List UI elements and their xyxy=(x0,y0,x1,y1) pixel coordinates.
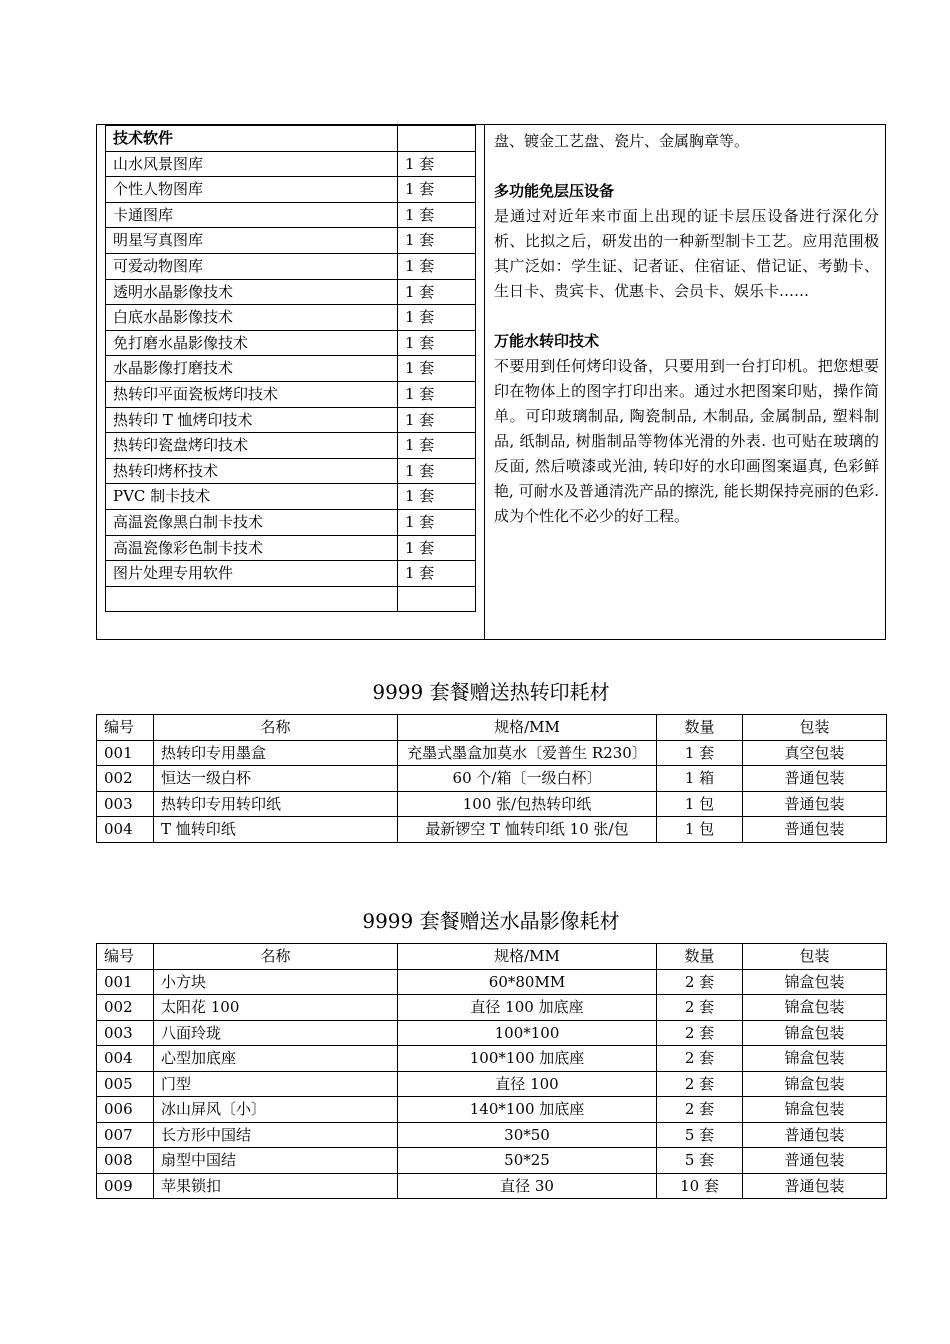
software-row xyxy=(106,330,476,356)
software-qty: 1 套 xyxy=(398,151,476,177)
col-header-qty: 数量 xyxy=(657,944,743,970)
software-table-header xyxy=(106,126,476,152)
item-spec: 100*100 xyxy=(398,1020,657,1046)
item-pack: 普通包装 xyxy=(743,1148,887,1174)
software-name: 热转印瓷盘烤印技术 xyxy=(106,433,398,459)
thermal-consumables-table xyxy=(96,714,887,843)
item-qty: 2 套 xyxy=(657,969,743,995)
item-qty: 5 套 xyxy=(657,1122,743,1148)
item-name: 门型 xyxy=(154,1071,398,1097)
software-qty: 1 套 xyxy=(398,228,476,254)
intro-line: 盘、镀金工艺盘、瓷片、金属胸章等。 xyxy=(494,132,750,150)
col-header-qty: 数量 xyxy=(657,715,743,741)
item-pack: 普通包装 xyxy=(743,791,887,817)
col-header-pack: 包装 xyxy=(743,944,887,970)
item-no: 001 xyxy=(97,969,154,995)
software-row xyxy=(106,407,476,433)
item-no: 004 xyxy=(97,817,154,843)
software-name: 图片处理专用软件 xyxy=(106,561,398,587)
software-qty-empty xyxy=(398,586,476,612)
item-no: 003 xyxy=(97,791,154,817)
item-qty: 2 套 xyxy=(657,995,743,1021)
item-name: 苹果锁扣 xyxy=(154,1173,398,1199)
software-row xyxy=(106,305,476,331)
software-name: 个性人物图库 xyxy=(106,177,398,203)
software-row xyxy=(106,151,476,177)
software-row xyxy=(106,433,476,459)
software-name: 山水风景图库 xyxy=(106,151,398,177)
item-name: 长方形中国结 xyxy=(154,1122,398,1148)
item-qty: 2 套 xyxy=(657,1020,743,1046)
item-spec: 30*50 xyxy=(398,1122,657,1148)
software-qty: 1 套 xyxy=(398,535,476,561)
item-name: 心型加底座 xyxy=(154,1046,398,1072)
item-spec: 60 个/箱〔一级白杯〕 xyxy=(398,766,657,792)
thermal-section-title: 9999 套餐赠送热转印耗材 xyxy=(372,680,610,704)
software-name: 可爱动物图库 xyxy=(106,253,398,279)
item-qty: 1 套 xyxy=(657,740,743,766)
table-row xyxy=(97,969,887,995)
software-name: 高温瓷像彩色制卡技术 xyxy=(106,535,398,561)
software-qty: 1 套 xyxy=(398,279,476,305)
item-no: 004 xyxy=(97,1046,154,1072)
item-name: 恒达一级白杯 xyxy=(154,766,398,792)
table-row xyxy=(97,817,887,843)
software-name: PVC 制卡技术 xyxy=(106,484,398,510)
item-name: 冰山屏风〔小〕 xyxy=(154,1097,398,1123)
item-name: 小方块 xyxy=(154,969,398,995)
item-pack: 锦盒包装 xyxy=(743,1046,887,1072)
item-spec: 50*25 xyxy=(398,1148,657,1174)
table-row xyxy=(97,995,887,1021)
table-row xyxy=(97,1173,887,1199)
item-pack: 普通包装 xyxy=(743,766,887,792)
item-pack: 锦盒包装 xyxy=(743,969,887,995)
table-row xyxy=(97,1046,887,1072)
col-header-name: 名称 xyxy=(154,715,398,741)
item-pack: 普通包装 xyxy=(743,1173,887,1199)
item-qty: 1 箱 xyxy=(657,766,743,792)
section-heading-water-transfer: 万能水转印技术 xyxy=(494,332,600,350)
item-no: 007 xyxy=(97,1122,154,1148)
software-name-empty xyxy=(106,586,398,612)
software-qty: 1 套 xyxy=(398,202,476,228)
col-header-name: 名称 xyxy=(154,944,398,970)
software-name: 高温瓷像黑白制卡技术 xyxy=(106,509,398,535)
crystal-table-header xyxy=(97,944,887,970)
item-pack: 真空包装 xyxy=(743,740,887,766)
item-spec: 100 张/包热转印纸 xyxy=(398,791,657,817)
item-qty: 2 套 xyxy=(657,1071,743,1097)
item-name: 八面玲珑 xyxy=(154,1020,398,1046)
software-qty: 1 套 xyxy=(398,356,476,382)
table-row xyxy=(97,1020,887,1046)
table-row xyxy=(97,1122,887,1148)
item-spec: 充墨式墨盒加莫水〔爱普生 R230〕 xyxy=(398,740,657,766)
col-header-pack: 包装 xyxy=(743,715,887,741)
section-body-laminate-free: 是通过对近年来市面上出现的证卡层压设备进行深化分析、比拟之后，研发出的一种新型制卡工艺。应用范围极其广泛如：学生证、记者证、住宿证、借记证、考勤卡、生日卡、贵宾卡、优惠卡、会员卡、娱乐卡…… xyxy=(494,207,879,300)
software-qty: 1 套 xyxy=(398,305,476,331)
crystal-section-title: 9999 套餐赠送水晶影像耗材 xyxy=(362,909,620,933)
item-pack: 锦盒包装 xyxy=(743,1097,887,1123)
software-name: 卡通图库 xyxy=(106,202,398,228)
table-row xyxy=(97,791,887,817)
item-no: 002 xyxy=(97,995,154,1021)
software-name: 热转印 T 恤烤印技术 xyxy=(106,407,398,433)
item-spec: 100*100 加底座 xyxy=(398,1046,657,1072)
item-pack: 锦盒包装 xyxy=(743,995,887,1021)
item-spec: 直径 100 加底座 xyxy=(398,995,657,1021)
software-row xyxy=(106,177,476,203)
software-row xyxy=(106,381,476,407)
column-divider xyxy=(484,125,485,639)
item-no: 009 xyxy=(97,1173,154,1199)
item-no: 006 xyxy=(97,1097,154,1123)
item-spec: 60*80MM xyxy=(398,969,657,995)
software-row xyxy=(106,484,476,510)
feature-text-column xyxy=(494,129,879,529)
software-qty: 1 套 xyxy=(398,433,476,459)
col-header-no: 编号 xyxy=(97,944,154,970)
software-header-name: 技术软件 xyxy=(106,126,398,152)
item-qty: 1 包 xyxy=(657,791,743,817)
col-header-spec: 规格/MM xyxy=(398,715,657,741)
software-name: 明星写真图库 xyxy=(106,228,398,254)
software-qty: 1 套 xyxy=(398,561,476,587)
software-qty: 1 套 xyxy=(398,330,476,356)
section-body-water-transfer: 不要用到任何烤印设备，只要用到一台打印机。把您想要印在物体上的图字打印出来。通过水把图案印贴，操作简单。可印玻璃制品, 陶瓷制品, 木制品, 金属制品, 塑料制品, 纸制品, 树脂制品等物体光滑的外表. 也可贴在玻璃的反面, 然后喷漆或光油, 转印好的水印画图案逼真, 色彩鲜艳, 可耐水及普通清洗产品的擦洗, 能长期保持亮丽的色彩. 成为个性化不必少的好工程。 xyxy=(494,357,879,525)
thermal-table-header xyxy=(97,715,887,741)
item-no: 001 xyxy=(97,740,154,766)
item-spec: 直径 30 xyxy=(398,1173,657,1199)
software-name: 白底水晶影像技术 xyxy=(106,305,398,331)
software-row xyxy=(106,561,476,587)
item-no: 002 xyxy=(97,766,154,792)
item-name: T 恤转印纸 xyxy=(154,817,398,843)
software-qty: 1 套 xyxy=(398,253,476,279)
col-header-spec: 规格/MM xyxy=(398,944,657,970)
table-row xyxy=(97,1071,887,1097)
item-pack: 锦盒包装 xyxy=(743,1020,887,1046)
item-qty: 5 套 xyxy=(657,1148,743,1174)
item-pack: 普通包装 xyxy=(743,817,887,843)
item-name: 太阳花 100 xyxy=(154,995,398,1021)
software-row xyxy=(106,458,476,484)
software-row xyxy=(106,228,476,254)
item-spec: 直径 100 xyxy=(398,1071,657,1097)
item-qty: 10 套 xyxy=(657,1173,743,1199)
item-qty: 1 包 xyxy=(657,817,743,843)
software-qty: 1 套 xyxy=(398,484,476,510)
item-name: 热转印专用墨盒 xyxy=(154,740,398,766)
item-no: 005 xyxy=(97,1071,154,1097)
software-row xyxy=(106,509,476,535)
item-no: 003 xyxy=(97,1020,154,1046)
item-pack: 锦盒包装 xyxy=(743,1071,887,1097)
software-row xyxy=(106,535,476,561)
item-pack: 普通包装 xyxy=(743,1122,887,1148)
section-heading-laminate-free: 多功能免层压设备 xyxy=(494,182,615,200)
item-no: 008 xyxy=(97,1148,154,1174)
software-qty: 1 套 xyxy=(398,177,476,203)
software-qty: 1 套 xyxy=(398,407,476,433)
software-row xyxy=(106,202,476,228)
item-qty: 2 套 xyxy=(657,1046,743,1072)
software-name: 热转印平面瓷板烤印技术 xyxy=(106,381,398,407)
item-spec: 140*100 加底座 xyxy=(398,1097,657,1123)
table-row xyxy=(97,1097,887,1123)
table-row xyxy=(97,740,887,766)
item-spec: 最新锣空 T 恤转印纸 10 张/包 xyxy=(398,817,657,843)
table-row xyxy=(97,1148,887,1174)
software-table xyxy=(105,125,476,612)
col-header-no: 编号 xyxy=(97,715,154,741)
software-row-empty xyxy=(106,586,476,612)
software-qty: 1 套 xyxy=(398,458,476,484)
software-row xyxy=(106,356,476,382)
software-name: 透明水晶影像技术 xyxy=(106,279,398,305)
equipment-frame xyxy=(96,124,886,640)
crystal-consumables-table xyxy=(96,943,887,1199)
table-row xyxy=(97,766,887,792)
item-name: 扇型中国结 xyxy=(154,1148,398,1174)
software-row xyxy=(106,253,476,279)
software-row xyxy=(106,279,476,305)
software-header-qty xyxy=(398,126,476,152)
software-name: 热转印烤杯技术 xyxy=(106,458,398,484)
software-name: 水晶影像打磨技术 xyxy=(106,356,398,382)
item-name: 热转印专用转印纸 xyxy=(154,791,398,817)
software-qty: 1 套 xyxy=(398,509,476,535)
software-name: 免打磨水晶影像技术 xyxy=(106,330,398,356)
item-qty: 2 套 xyxy=(657,1097,743,1123)
software-qty: 1 套 xyxy=(398,381,476,407)
